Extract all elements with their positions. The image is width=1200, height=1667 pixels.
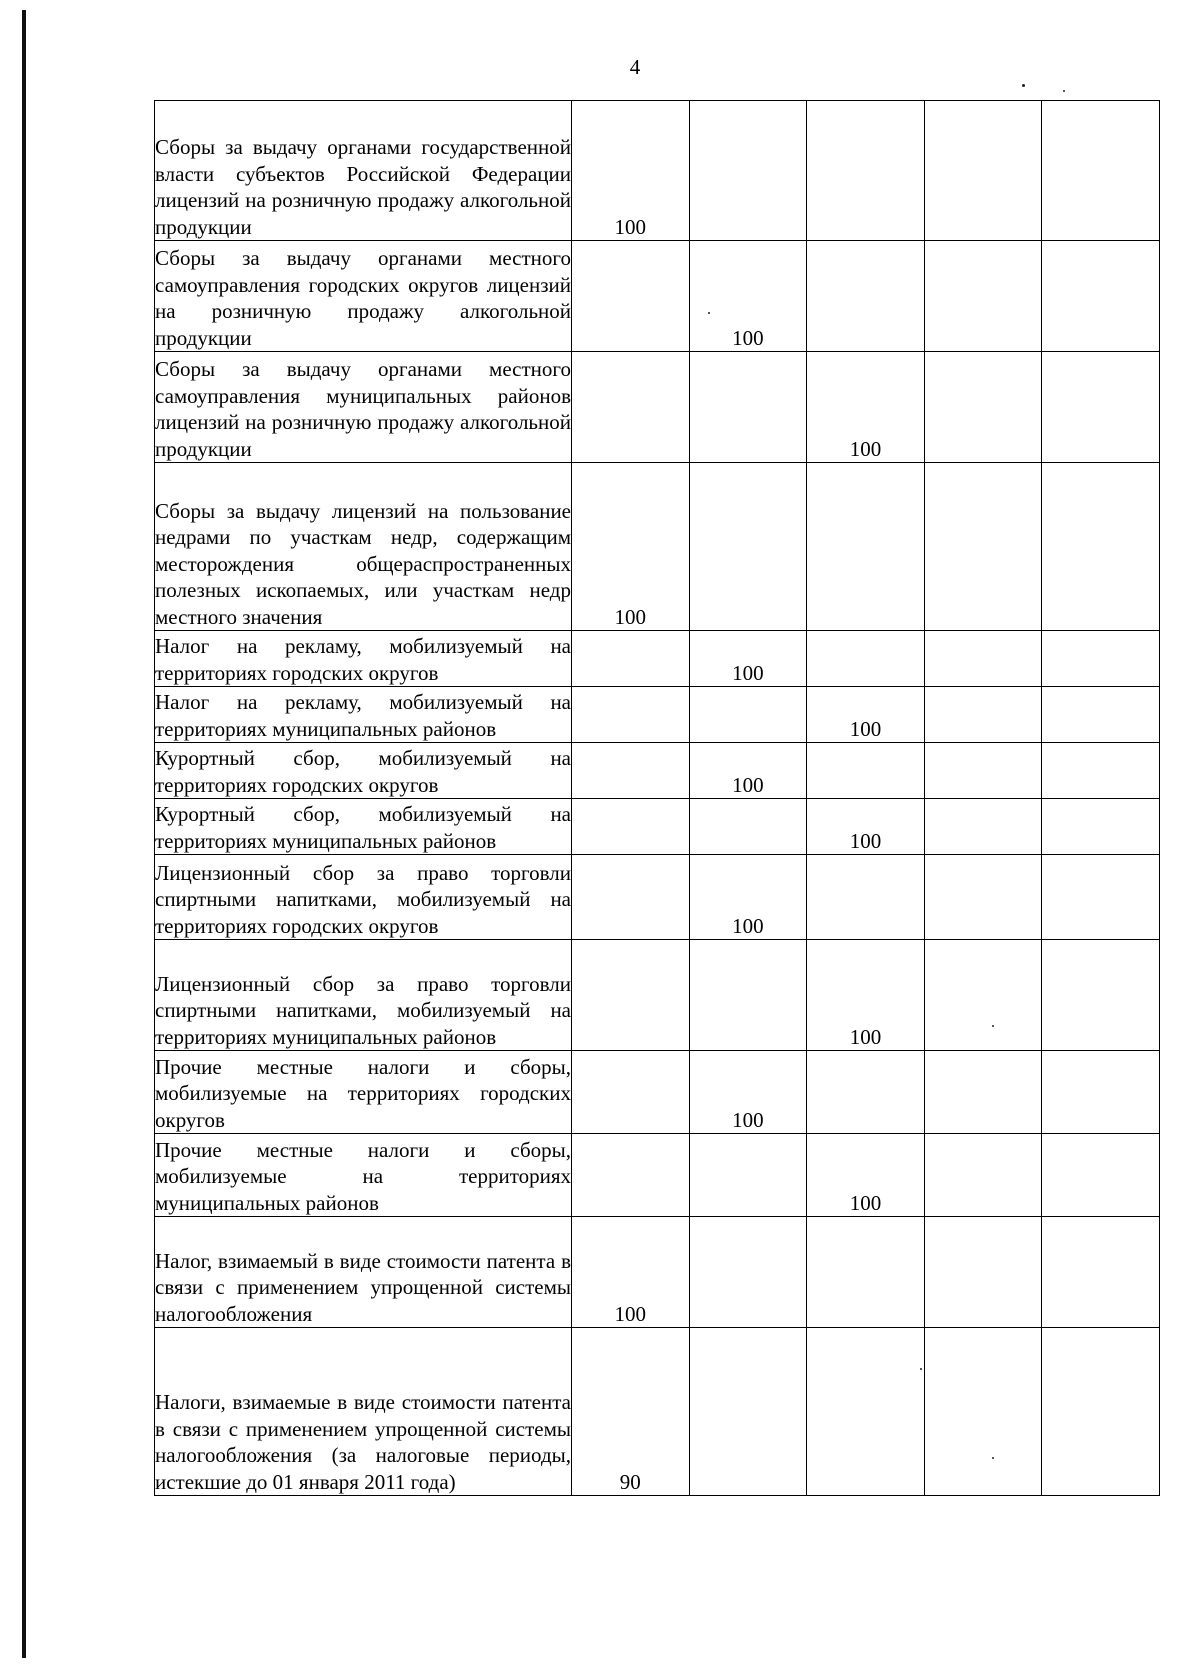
value-cell-col1: [572, 631, 690, 687]
value-cell-col3: [807, 241, 925, 352]
value-cell-col3: [807, 631, 925, 687]
row-name-cell: Курортный сбор, мобилизуемый на территориях городских округов: [155, 743, 572, 799]
value-cell-col1: [572, 352, 690, 463]
value-cell-col3: [807, 1328, 925, 1496]
value-cell-col3: [807, 1217, 925, 1328]
table-row: [155, 352, 1160, 463]
table-row: [155, 1134, 1160, 1217]
row-name-cell: Сборы за выдачу органами местного самоуправления муниципальных районов лицензий на розничную продажу алкогольной продукции: [155, 352, 572, 463]
value-cell-col2: [689, 101, 807, 241]
table-row: [155, 631, 1160, 687]
row-name-cell: Сборы за выдачу органами государственной власти субъектов Российской Федерации лицензий на розничную продажу алкогольной продукции: [155, 101, 572, 241]
table-row: [155, 855, 1160, 940]
value-cell-col1: 100: [572, 101, 690, 241]
row-name-cell: Курортный сбор, мобилизуемый на территориях муниципальных районов: [155, 799, 572, 855]
value-cell-col1: 100: [572, 1217, 690, 1328]
value-cell-col5: [1042, 687, 1160, 743]
value-cell-col4: [924, 1328, 1042, 1496]
value-cell-col1: [572, 241, 690, 352]
value-cell-col3: [807, 1051, 925, 1134]
value-cell-col2: 100: [689, 241, 807, 352]
value-cell-col4: [924, 352, 1042, 463]
value-cell-col5: [1042, 799, 1160, 855]
value-cell-col1: [572, 1134, 690, 1217]
value-cell-col1: [572, 743, 690, 799]
value-cell-col3: 100: [807, 940, 925, 1051]
row-name-cell: Сборы за выдачу органами местного самоуправления городских округов лицензий на розничную продажу алкогольной продукции: [155, 241, 572, 352]
row-name-cell: Налоги, взимаемые в виде стоимости патента в связи с применением упрощенной системы налогообложения (за налоговые периоды, истекшие до 01 января 2011 года): [155, 1328, 572, 1496]
table-row: [155, 1051, 1160, 1134]
revenue-distribution-table: [154, 100, 1160, 1496]
value-cell-col3: [807, 463, 925, 631]
row-name-cell: Сборы за выдачу лицензий на пользование недрами по участкам недр, содержащим месторождения общераспространенных полезных ископаемых, или участкам недр местного значения: [155, 463, 572, 631]
value-cell-col2: [689, 799, 807, 855]
value-cell-col5: [1042, 1217, 1160, 1328]
value-cell-col5: [1042, 855, 1160, 940]
value-cell-col3: 100: [807, 352, 925, 463]
row-name-cell: Налог на рекламу, мобилизуемый на территориях городских округов: [155, 631, 572, 687]
value-cell-col5: [1042, 101, 1160, 241]
value-cell-col2: 100: [689, 631, 807, 687]
value-cell-col5: [1042, 1051, 1160, 1134]
value-cell-col4: [924, 799, 1042, 855]
value-cell-col2: [689, 1217, 807, 1328]
value-cell-col4: [924, 1217, 1042, 1328]
value-cell-col3: 100: [807, 1134, 925, 1217]
value-cell-col2: [689, 1134, 807, 1217]
value-cell-col2: [689, 1328, 807, 1496]
row-name-cell: Налог на рекламу, мобилизуемый на территориях муниципальных районов: [155, 687, 572, 743]
value-cell-col4: [924, 631, 1042, 687]
page-number: 4: [629, 55, 641, 79]
value-cell-col1: [572, 855, 690, 940]
table-row: [155, 687, 1160, 743]
table-row: [155, 1328, 1160, 1496]
value-cell-col5: [1042, 463, 1160, 631]
value-cell-col1: [572, 940, 690, 1051]
value-cell-col3: [807, 101, 925, 241]
value-cell-col1: [572, 799, 690, 855]
value-cell-col3: 100: [807, 799, 925, 855]
value-cell-col3: 100: [807, 687, 925, 743]
value-cell-col4: [924, 1134, 1042, 1217]
row-name-cell: Лицензионный сбор за право торговли спиртными напитками, мобилизуемый на территориях городских округов: [155, 855, 572, 940]
row-name-cell: Прочие местные налоги и сборы, мобилизуемые на территориях муниципальных районов: [155, 1134, 572, 1217]
table-row: [155, 241, 1160, 352]
value-cell-col5: [1042, 1328, 1160, 1496]
table-row: [155, 799, 1160, 855]
value-cell-col5: [1042, 1134, 1160, 1217]
value-cell-col3: [807, 743, 925, 799]
value-cell-col1: [572, 687, 690, 743]
value-cell-col2: [689, 463, 807, 631]
value-cell-col5: [1042, 241, 1160, 352]
value-cell-col2: [689, 687, 807, 743]
value-cell-col2: 100: [689, 1051, 807, 1134]
value-cell-col4: [924, 940, 1042, 1051]
table-row: [155, 463, 1160, 631]
value-cell-col4: [924, 743, 1042, 799]
binding-edge-line: [22, 10, 26, 1658]
value-cell-col1: [572, 1051, 690, 1134]
value-cell-col5: [1042, 352, 1160, 463]
table-row: [155, 743, 1160, 799]
value-cell-col4: [924, 855, 1042, 940]
value-cell-col2: [689, 352, 807, 463]
value-cell-col4: [924, 101, 1042, 241]
row-name-cell: Прочие местные налоги и сборы, мобилизуемые на территориях городских округов: [155, 1051, 572, 1134]
value-cell-col5: [1042, 940, 1160, 1051]
value-cell-col4: [924, 687, 1042, 743]
row-name-cell: Лицензионный сбор за право торговли спиртными напитками, мобилизуемый на территориях муниципальных районов: [155, 940, 572, 1051]
value-cell-col5: [1042, 743, 1160, 799]
scan-speck: [1022, 84, 1025, 87]
value-cell-col2: [689, 940, 807, 1051]
scan-speck: [1063, 90, 1065, 92]
table-row: [155, 1217, 1160, 1328]
value-cell-col2: 100: [689, 743, 807, 799]
value-cell-col1: 100: [572, 463, 690, 631]
row-name-cell: Налог, взимаемый в виде стоимости патента в связи с применением упрощенной системы налогообложения: [155, 1217, 572, 1328]
value-cell-col4: [924, 241, 1042, 352]
table-row: [155, 940, 1160, 1051]
value-cell-col3: [807, 855, 925, 940]
table-row: [155, 101, 1160, 241]
value-cell-col2: 100: [689, 855, 807, 940]
value-cell-col5: [1042, 631, 1160, 687]
value-cell-col4: [924, 463, 1042, 631]
value-cell-col4: [924, 1051, 1042, 1134]
value-cell-col1: 90: [572, 1328, 690, 1496]
